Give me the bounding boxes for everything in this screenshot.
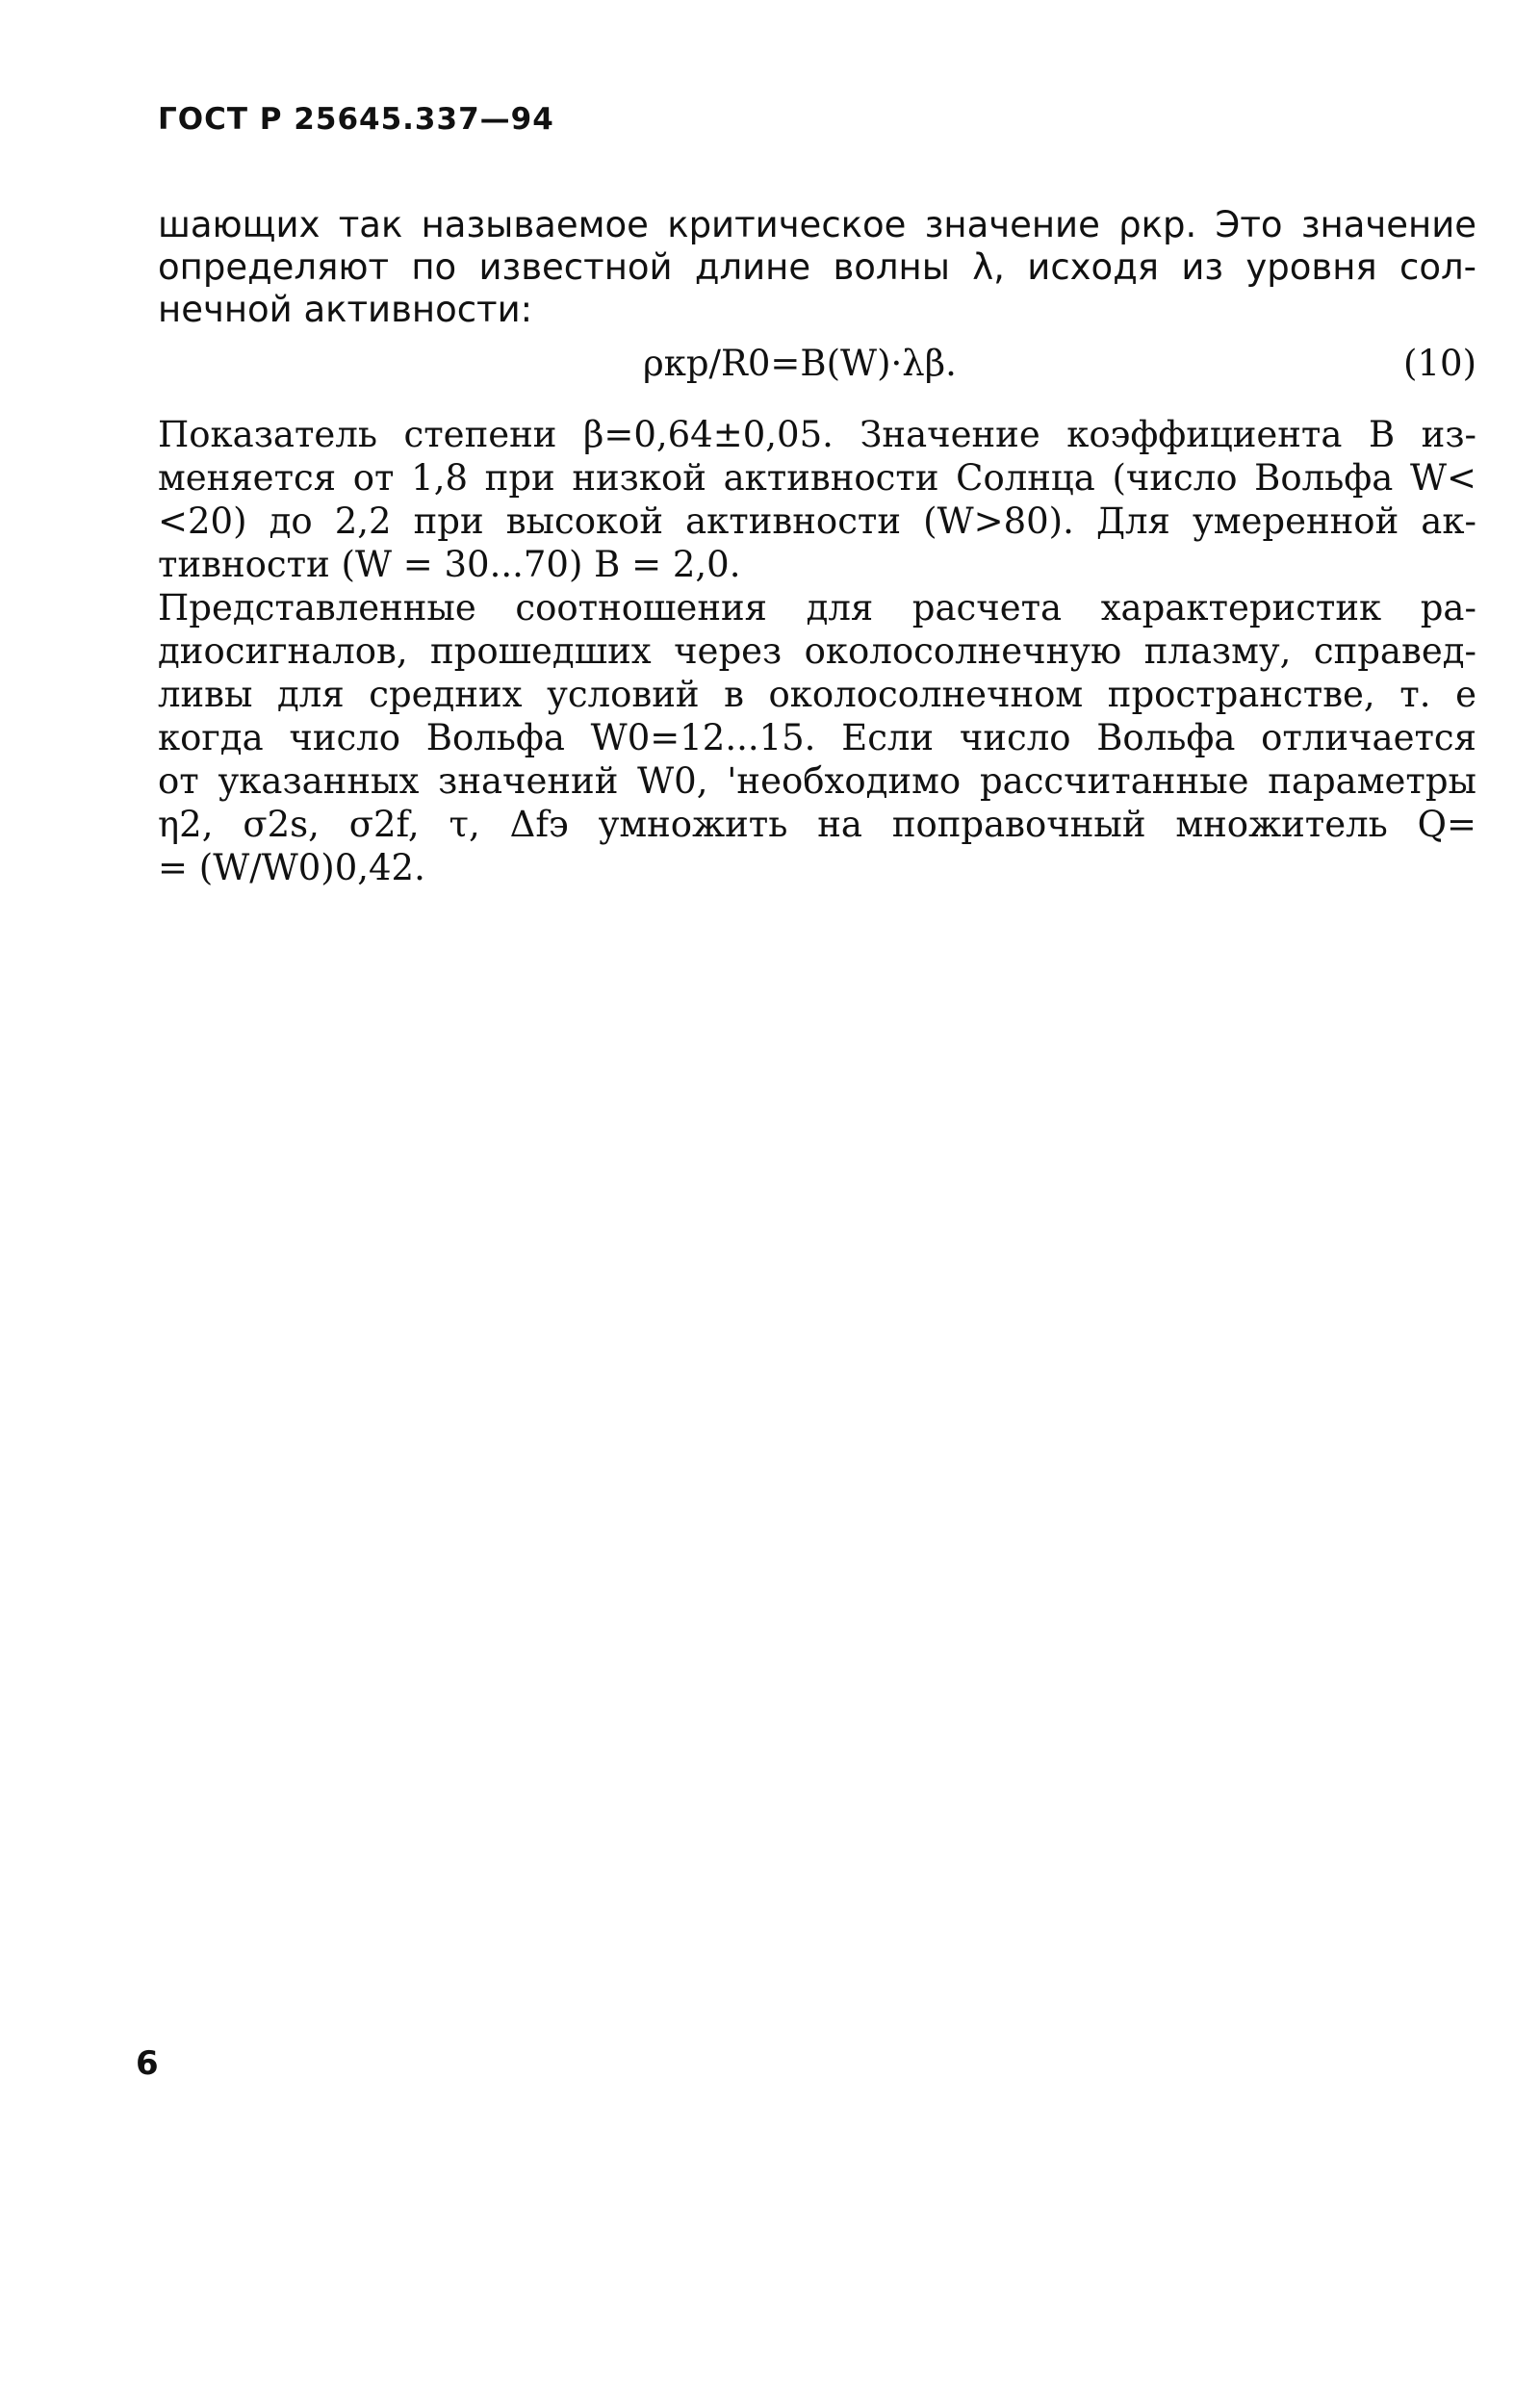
- formula-number: (10): [1403, 343, 1476, 384]
- paragraph-3-line-5: от указанных значений W0, 'необходимо рассчитанные параметры: [158, 760, 1476, 802]
- paragraph-3-line-7: = (W/W0)0,42.: [158, 847, 425, 888]
- paragraph-2-line-3: <20) до 2,2 при высокой активности (W>80). Для умеренной ак-: [158, 500, 1476, 542]
- paragraph-1-line-1: шающих так называемое критическое значение ρкр. Это значение: [158, 204, 1476, 245]
- formula-10: ρкр/R0=B(W)·λβ.: [643, 343, 957, 384]
- standard-code-header: ГОСТ Р 25645.337—94: [158, 102, 554, 137]
- paragraph-3-line-6: η2, σ2s, σ2f, τ, Δfэ умножить на поправочный множитель Q=: [158, 804, 1476, 845]
- paragraph-1-line-3: нечной активности:: [158, 289, 533, 330]
- page-number: 6: [136, 2044, 159, 2083]
- paragraph-3-line-1: Представленные соотношения для расчета характеристик ра-: [158, 587, 1476, 629]
- paragraph-1-line-2: определяют по известной длине волны λ, исходя из уровня сол-: [158, 246, 1476, 288]
- paragraph-2-line-2: меняется от 1,8 при низкой активности Солнца (число Вольфа W<: [158, 457, 1476, 499]
- paragraph-2-line-4: тивности (W = 30...70) B = 2,0.: [158, 544, 741, 585]
- paragraph-2-line-1: Показатель степени β=0,64±0,05. Значение коэффициента B из-: [158, 414, 1476, 455]
- paragraph-3-line-2: диосигналов, прошедших через околосолнечную плазму, справед-: [158, 630, 1476, 672]
- paragraph-3-line-3: ливы для средних условий в околосолнечном пространстве, т. е: [158, 674, 1476, 715]
- paragraph-3-line-4: когда число Вольфа W0=12...15. Если число Вольфа отличается: [158, 717, 1476, 758]
